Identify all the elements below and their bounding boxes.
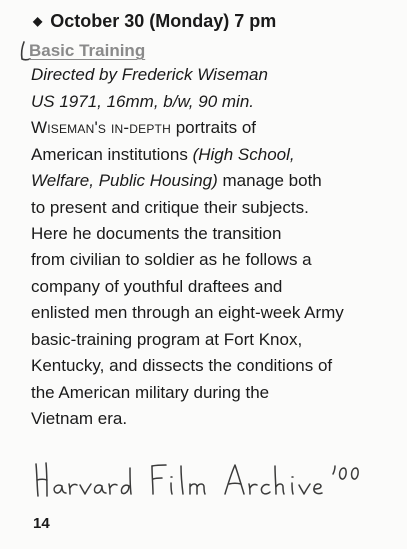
description-line: enlisted men through an eight-week Army (31, 303, 344, 322)
description-line (31, 170, 322, 192)
description-lead: Wiseman's in-depth (31, 118, 171, 137)
diamond-bullet-icon: ◆ (33, 14, 43, 28)
description-line: company of youthful draftees and (31, 277, 283, 296)
description-line: Vietnam era. (31, 409, 128, 428)
screening-date: October 30 (Monday) 7 pm (50, 11, 277, 31)
handwritten-note (32, 458, 362, 502)
description-line: basic-training program at Fort Knox, (31, 330, 303, 349)
description-line (31, 144, 295, 166)
description-text: manage both (217, 171, 322, 190)
description-text: portraits of (170, 118, 257, 137)
description-line: from civilian to soldier as he follows a (31, 250, 312, 269)
description-italic-text: Welfare, Public Housing) (31, 171, 218, 190)
film-details: US 1971, 16mm, b/w, 90 min. (31, 92, 254, 111)
film-director: Directed by Frederick Wiseman (31, 65, 268, 84)
film-title-block (18, 39, 168, 63)
description-line: to present and critique their subjects. (31, 198, 309, 217)
description-line: Here he documents the transition (31, 224, 282, 243)
description-line (31, 117, 256, 139)
description-italic-text: (High School, (192, 145, 295, 164)
film-title: Basic Training (29, 41, 146, 60)
page-number: 14 (33, 515, 50, 532)
description-text: American institutions (31, 145, 193, 164)
description-line: the American military during the (31, 383, 270, 402)
screening-heading (32, 8, 276, 34)
description-line: Kentucky, and dissects the conditions of (31, 356, 333, 375)
